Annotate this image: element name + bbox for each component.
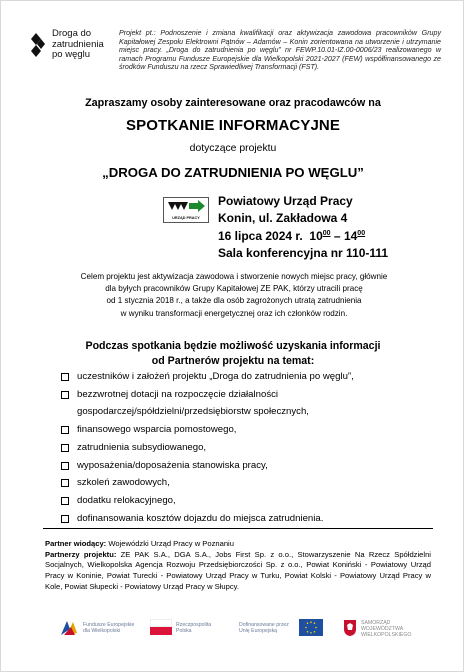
topic-item bbox=[61, 421, 441, 439]
section-divider bbox=[43, 528, 433, 529]
fe-wielkopolska-icon bbox=[59, 619, 81, 637]
checkbox-bullet-icon bbox=[61, 515, 69, 523]
project-partners-label: Partnerzy projektu: bbox=[45, 549, 117, 559]
fe-text: Fundusze Europejskie bbox=[83, 622, 135, 628]
logo-line: po węglu bbox=[52, 49, 91, 60]
lead-partner-value: Wojewódzki Urząd Pracy w Poznaniu bbox=[108, 539, 234, 548]
wp-text: WOJEWÓDZTWA bbox=[361, 626, 404, 633]
topic-text: dodatku relokacyjnego, bbox=[77, 494, 176, 506]
venue-office: Powiatowy Urząd Pracy bbox=[218, 194, 353, 208]
checkbox-bullet-icon bbox=[61, 462, 69, 470]
topic-item bbox=[61, 439, 441, 457]
project-note: Projekt pt.: Podnoszenie i zmiana kwalifikacji oraz aktywizacja zawodowa pracowników Grupy Kapitałowej Zespołu Elektrowni Pątnów – Adamów – Konin zorientowana na utworzenie i utrzymanie miejsc pracy. „Droga do zatrudnienia po węglu” nr FEWP.10.01-IZ.00-0006/23 realizowanego w ramach Programu Fundusze Europejskie dla Wielkopolski 2021-2027 (FEW) współfinansowanego ze środków Funduszu na rzecz Sprawiedliwej Transformacji (FST). bbox=[119, 29, 441, 72]
wielkopolska-logo bbox=[343, 619, 412, 642]
rp-text: Polska bbox=[176, 628, 192, 635]
eu-text: Dofinansowane przez bbox=[239, 622, 289, 628]
topic-item bbox=[61, 492, 441, 510]
time-start-minute: 00 bbox=[322, 230, 331, 237]
purpose-line: od 1 stycznia 2018 r., a także dla osób zagrożonych utratą zatrudnienia bbox=[106, 296, 362, 306]
logo-text bbox=[52, 29, 104, 61]
topic-item bbox=[61, 386, 441, 404]
project-purpose bbox=[45, 271, 423, 320]
purpose-line: dla byłych pracowników Grupy Kapitałowej ZE PAK, którzy utracili pracę bbox=[105, 284, 363, 294]
labour-office-logo bbox=[163, 197, 209, 223]
fe-text: dla Wielkopolski bbox=[83, 628, 121, 635]
logo-line: zatrudnienia bbox=[52, 38, 104, 50]
topic-item bbox=[61, 474, 441, 492]
eu-flag-icon bbox=[299, 619, 323, 636]
topic-item bbox=[61, 457, 441, 475]
funding-logos bbox=[47, 615, 427, 643]
project-logo bbox=[27, 29, 107, 65]
logo-caption: URZĄD PRACY bbox=[172, 216, 200, 220]
checkbox-bullet-icon bbox=[61, 444, 69, 452]
wp-text: SAMORZĄD bbox=[361, 620, 391, 626]
topics-heading bbox=[1, 339, 464, 368]
time-separator: – bbox=[333, 229, 341, 243]
lead-partner-label: Partner wiodący: bbox=[45, 539, 107, 548]
purpose-line: w wyniku transformacji energetycznej oraz ich członków rodzin. bbox=[120, 308, 348, 318]
checkbox-bullet-icon bbox=[61, 373, 69, 381]
project-partners bbox=[45, 550, 431, 593]
wp-text: WIELKOPOLSKIEGO bbox=[361, 632, 412, 639]
topic-text: bezzwrotnej dotacji na rozpoczęcie działalności bbox=[77, 388, 279, 400]
partners-block bbox=[45, 539, 431, 593]
checkbox-bullet-icon bbox=[61, 391, 69, 399]
topic-text: dofinansowania kosztów dojazdu do miejsca zatrudnienia. bbox=[77, 512, 324, 524]
fe-logo bbox=[59, 619, 135, 642]
checkbox-bullet-icon bbox=[61, 497, 69, 505]
venue-block bbox=[218, 193, 388, 261]
topic-text: wyposażenia/doposażenia stanowiska pracy, bbox=[77, 459, 268, 471]
time-start-hour: 10 bbox=[309, 229, 323, 243]
time-end-hour: 14 bbox=[343, 229, 358, 243]
topic-item-continuation bbox=[61, 403, 441, 421]
topic-text: uczestników i założeń projektu „Droga do zatrudnienia po węglu”, bbox=[77, 371, 354, 382]
diamond-logo-icon bbox=[27, 33, 45, 59]
invitation-line: Zapraszamy osoby zainteresowane oraz pracodawców na bbox=[85, 97, 381, 109]
concerns-line: dotyczące projektu bbox=[189, 143, 277, 154]
polish-flag-icon bbox=[150, 619, 172, 635]
event-title: SPOTKANIE INFORMACYJNE bbox=[126, 117, 340, 134]
rp-text: Rzeczpospolita bbox=[176, 622, 212, 628]
topic-text: finansowego wsparcia pomostowego, bbox=[77, 424, 237, 436]
venue-date: 16 lipca 2024 r. bbox=[218, 229, 303, 243]
project-partners-value: ZE PAK S.A., DGA S.A., Jobs First Sp. z o.o., Stowarzyszenie Na Rzecz Spółdzielni Socjalnych, Wielkopolska Agencja Rozwoju Przedsiębiorczości Sp. z o.o., Powiat Koniński - Powiatowy Urząd Pracy w Koninie, Powiat Turecki - Powiatowy Urząd Pracy w Turku, Powiat Kolski - Powiatowy Urząd Pracy w Kole, Powiat Słupecki - Powiatowy Urząd Pracy w Słupcy. bbox=[45, 549, 431, 591]
topic-item bbox=[61, 368, 441, 386]
logo-line: Droga do bbox=[52, 28, 92, 39]
topic-text: szkoleń zawodowych, bbox=[77, 477, 170, 489]
venue-room: Sala konferencyjna nr 110-111 bbox=[218, 245, 389, 260]
lead-partner bbox=[45, 539, 431, 550]
topics-heading-line: od Partnerów projektu na temat: bbox=[151, 354, 315, 367]
eu-text: Unię Europejską bbox=[239, 628, 278, 635]
venue-address: Konin, ul. Zakładowa 4 bbox=[218, 210, 348, 225]
checkbox-bullet-icon bbox=[61, 479, 69, 487]
topics-list bbox=[61, 368, 441, 527]
topic-text: zatrudnienia subsydiowanego, bbox=[77, 441, 207, 453]
purpose-line: Celem projektu jest aktywizacja zawodowa i stworzenie nowych miejsc pracy, głównie bbox=[80, 272, 388, 281]
time-end-minute: 00 bbox=[357, 230, 366, 237]
topics-heading-line: Podczas spotkania będzie możliwość uzyskania informacji bbox=[85, 340, 381, 352]
checkbox-bullet-icon bbox=[61, 426, 69, 434]
rp-logo bbox=[150, 619, 212, 640]
wielkopolska-crest-icon bbox=[343, 619, 357, 637]
topic-text: gospodarczej/spółdzielni/przedsiębiorstw społecznych, bbox=[77, 406, 309, 418]
labour-office-icon bbox=[164, 198, 208, 222]
project-name: „DROGA DO ZATRUDNIENIA PO WĘGLU” bbox=[102, 165, 364, 180]
venue-datetime bbox=[218, 226, 388, 245]
topic-item bbox=[61, 510, 441, 528]
